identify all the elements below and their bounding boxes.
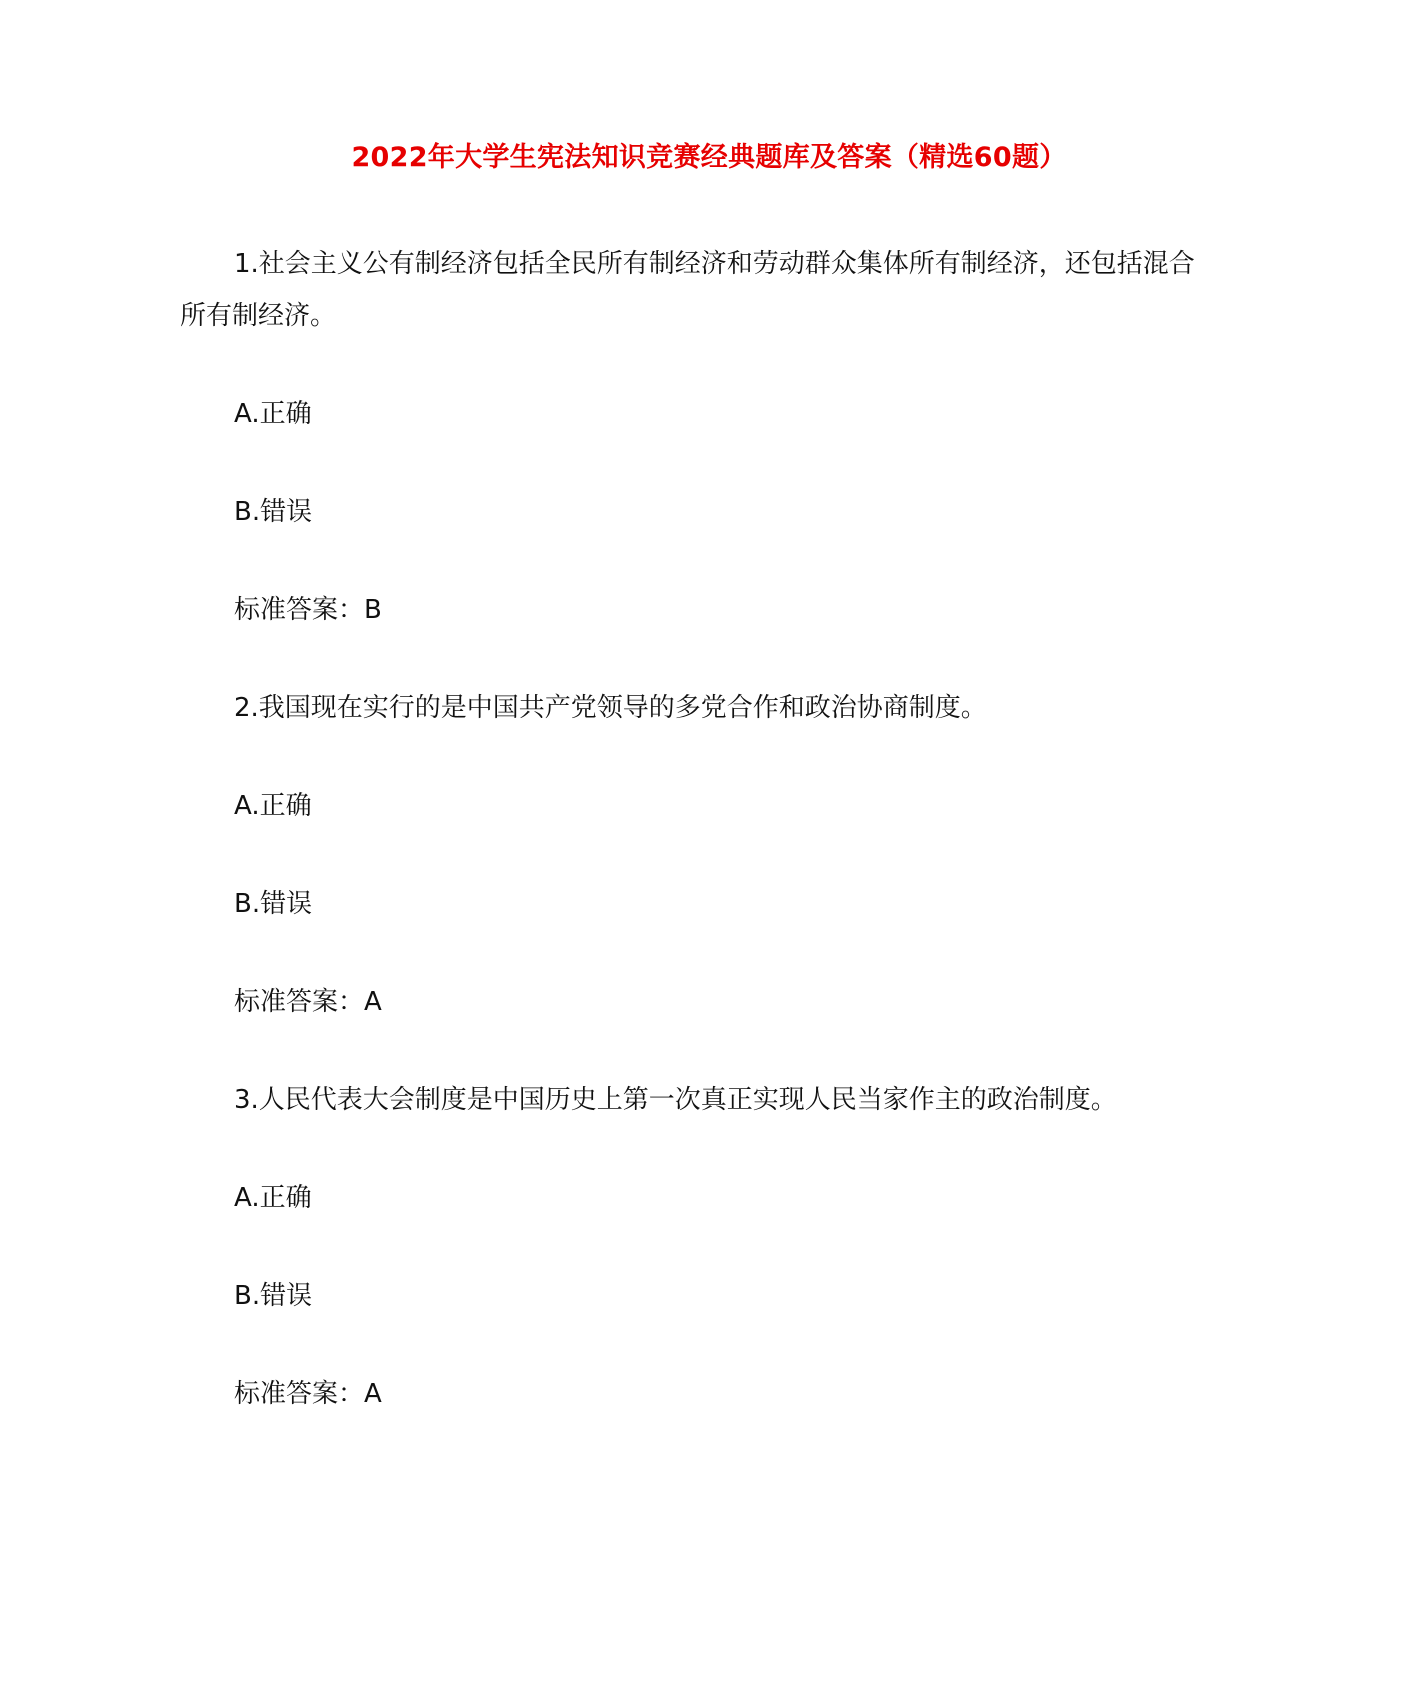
question-1-option-a: A.正确 [234,399,312,429]
question-1-answer: 标准答案：B [234,595,382,625]
question-1-text-line-1: 1.社会主义公有制经济包括全民所有制经济和劳动群众集体所有制经济，还包括混合 [234,249,1195,279]
question-3-text-line-1: 3.人民代表大会制度是中国历史上第一次真正实现人民当家作主的政治制度。 [234,1085,1117,1115]
question-2-answer: 标准答案：A [234,987,382,1017]
question-2-option-b: B.错误 [234,889,313,919]
question-2-option-a: A.正确 [234,791,312,821]
document-title: 2022年大学生宪法知识竞赛经典题库及答案（精选60题） [351,142,1067,173]
question-3-option-b: B.错误 [234,1281,313,1311]
question-2-text-line-1: 2.我国现在实行的是中国共产党领导的多党合作和政治协商制度。 [234,693,987,723]
question-3-answer: 标准答案：A [234,1379,382,1409]
question-1-option-b: B.错误 [234,497,313,527]
question-1-text-line-2: 所有制经济。 [180,301,337,331]
question-3-option-a: A.正确 [234,1183,312,1213]
